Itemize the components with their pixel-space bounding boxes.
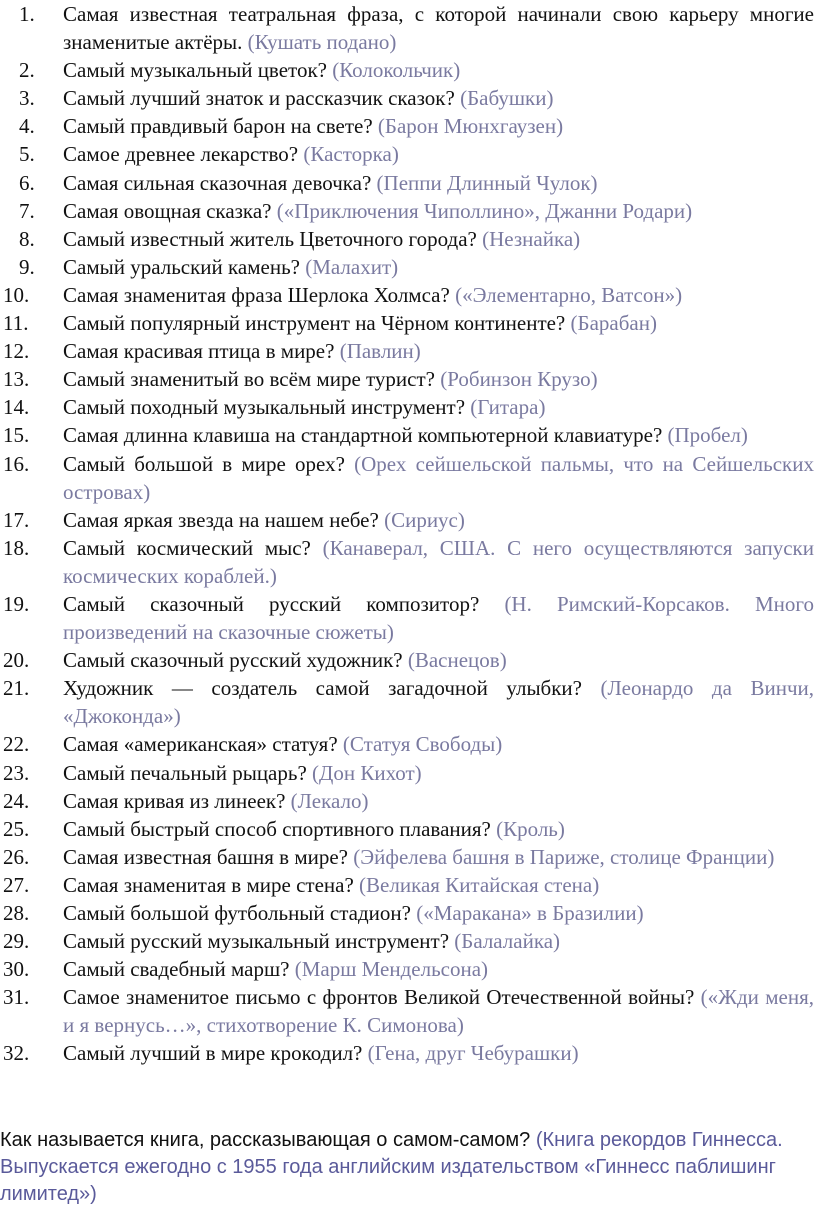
answer-text: («Жди меня, и я вернусь…», стихотворение К. Симонова)	[63, 985, 815, 1038]
question-number: 8.	[19, 226, 35, 251]
answer-text: (Васнецов)	[407, 648, 507, 673]
question-item	[0, 646, 816, 674]
question-text: Самая знаменитая в мире стена?	[63, 872, 354, 897]
question-text: Самый печальный рыцарь?	[63, 760, 307, 785]
answer-text: (Малахит)	[305, 254, 399, 279]
question-text: Самый лучший знаток и рассказчик сказок?	[63, 86, 455, 111]
question-number: 19.	[3, 591, 30, 616]
question-number: 9.	[19, 254, 35, 279]
question-text: Самый космический мыс?	[63, 535, 311, 560]
question-item	[0, 815, 816, 843]
question-number: 4.	[19, 114, 35, 139]
question-number: 14.	[3, 395, 30, 420]
question-number: 22.	[3, 732, 30, 757]
question-text: Самая красивая птица в мире?	[63, 339, 335, 364]
question-text: Самый сказочный русский художник?	[63, 648, 403, 673]
question-text: Самый известный житель Цветочного города?	[63, 226, 477, 251]
answer-text: (Сириус)	[384, 507, 465, 532]
question-number: 15.	[3, 423, 30, 448]
answer-text: (Кроль)	[496, 816, 565, 841]
question-number: 27.	[3, 872, 30, 897]
question-item	[0, 281, 816, 309]
question-number: 16.	[3, 451, 30, 476]
question-text: Самая сильная сказочная девочка?	[63, 170, 372, 195]
answer-text: (Орех сейшельской пальмы, что на Сейшельских островах)	[63, 451, 814, 504]
question-number: 10.	[3, 282, 30, 307]
answer-text: (Пеппи Длинный Чулок)	[376, 170, 598, 195]
question-text: Самая овощная сказка?	[63, 198, 272, 223]
answer-text: («Элементарно, Ватсон»)	[455, 282, 683, 307]
question-number: 3.	[19, 86, 35, 111]
question-text: Самый русский музыкальный инструмент?	[63, 929, 450, 954]
question-item	[0, 899, 816, 927]
question-text: Самый быстрый способ спортивного плавания?	[63, 816, 491, 841]
question-item	[0, 421, 816, 449]
question-number: 17.	[3, 507, 30, 532]
question-item	[0, 674, 816, 730]
answer-text: (Робинзон Крузо)	[440, 367, 598, 392]
answer-text: (Статуя Свободы)	[342, 732, 503, 757]
question-number: 6.	[19, 170, 35, 195]
question-text: Самый свадебный марш?	[63, 957, 290, 982]
question-number: 30.	[3, 957, 30, 982]
question-number: 18.	[3, 535, 30, 560]
answer-text: (Дон Кихот)	[312, 760, 422, 785]
question-number: 31.	[3, 985, 30, 1010]
question-item	[0, 590, 816, 646]
answer-text: (Барабан)	[570, 311, 657, 336]
answer-text: (Кушать подано)	[247, 30, 397, 55]
question-number: 5.	[19, 142, 35, 167]
question-number: 25.	[3, 816, 30, 841]
question-text: Самый лучший в мире крокодил?	[63, 1041, 363, 1066]
answer-text: (Н. Римский-Корсаков. Много произведений на сказочные сюжеты)	[63, 591, 814, 645]
answer-text: (Незнайка)	[482, 226, 581, 251]
question-text: Художник — создатель самой загадочной улыбки?	[63, 676, 582, 701]
final-question-text: Как называется книга, рассказывающая о самом-самом?	[0, 1129, 531, 1151]
question-text: Самый знаменитый во всём мире турист?	[63, 367, 435, 392]
question-number: 21.	[3, 676, 30, 701]
question-text: Самая длинна клавиша на стандартной компьютерной клавиатуре?	[63, 423, 663, 448]
question-item	[0, 253, 816, 281]
answer-text: (Лекало)	[290, 788, 369, 813]
question-text: Самая «американская» статуя?	[63, 732, 338, 757]
answer-text: (Марш Мендельсона)	[294, 957, 489, 982]
question-text: Самая известная театральная фраза, с которой начинали свою карьеру многие знаменитые актёры.	[63, 2, 814, 55]
question-text: Самая известная башня в мире?	[63, 844, 348, 869]
answer-text: (Великая Китайская стена)	[359, 872, 600, 897]
question-item	[0, 225, 816, 253]
question-number: 11.	[3, 311, 29, 336]
answer-text: (Канаверал, США. С него осуществляются запуски космических кораблей.)	[63, 535, 814, 588]
question-item	[0, 140, 816, 168]
question-text: Самый правдивый барон на свете?	[63, 114, 373, 139]
question-number: 13.	[3, 367, 30, 392]
question-number: 23.	[3, 760, 30, 785]
answer-text: (Барон Мюнхгаузен)	[377, 114, 564, 139]
question-text: Самая знаменитая фраза Шерлока Холмса?	[63, 282, 450, 307]
question-text: Самая кривая из линеек?	[63, 788, 286, 813]
question-item	[0, 0, 816, 56]
question-item	[0, 955, 816, 983]
answer-text: (Колокольчик)	[332, 58, 461, 83]
question-number: 24.	[3, 788, 30, 813]
question-number: 32.	[3, 1041, 30, 1066]
final-answer-text: (Книга рекордов Гиннесса. Выпускается ежегодно с 1955 года английским издательством «Гиннесс паблишинг лимитед»)	[0, 1129, 783, 1205]
answer-text: (Гена, друг Чебурашки)	[367, 1041, 579, 1066]
question-item	[0, 393, 816, 421]
question-text: Самый походный музыкальный инструмент?	[63, 395, 466, 420]
question-item	[0, 506, 816, 534]
question-number: 26.	[3, 844, 30, 869]
answer-text: («Приключения Чиполлино», Джанни Родари)	[276, 198, 693, 223]
question-number: 2.	[19, 58, 35, 83]
question-text: Самый уральский камень?	[63, 254, 300, 279]
question-item	[0, 450, 816, 506]
question-item	[0, 365, 816, 393]
answer-text: (Павлин)	[339, 339, 421, 364]
answer-text: (Леонардо да Винчи, «Джоконда»)	[63, 676, 815, 729]
question-text: Самый сказочный русский композитор?	[63, 591, 480, 616]
answer-text: (Гитара)	[470, 395, 546, 420]
answer-text: (Бабушки)	[460, 86, 554, 111]
question-item	[0, 169, 816, 197]
question-item	[0, 84, 816, 112]
question-text: Самый популярный инструмент на Чёрном континенте?	[63, 311, 566, 336]
question-number: 29.	[3, 929, 30, 954]
question-text: Самый большой футбольный стадион?	[63, 901, 411, 925]
question-number: 28.	[3, 901, 30, 925]
final-question	[0, 1127, 814, 1208]
question-number: 12.	[3, 339, 30, 364]
answer-text: (Балалайка)	[454, 929, 561, 954]
answer-text: (Касторка)	[303, 142, 399, 167]
question-item	[0, 983, 816, 1039]
question-text: Самый музыкальный цветок?	[63, 58, 327, 83]
question-number: 1.	[19, 2, 35, 26]
question-item	[0, 843, 816, 871]
question-item	[0, 1039, 816, 1067]
question-number: 7.	[19, 198, 35, 223]
question-text: Самый большой в мире орех?	[63, 451, 345, 476]
question-item	[0, 759, 816, 787]
question-item	[0, 56, 816, 84]
question-item	[0, 534, 816, 590]
question-text: Самая яркая звезда на нашем небе?	[63, 507, 379, 532]
question-item	[0, 112, 816, 140]
question-item	[0, 337, 816, 365]
answer-text: (Пробел)	[667, 423, 748, 448]
question-text: Самое древнее лекарство?	[63, 142, 299, 167]
question-number: 20.	[3, 648, 30, 673]
question-item	[0, 730, 816, 758]
question-item	[0, 927, 816, 955]
answer-text: (Эйфелева башня в Париже, столице Франции)	[353, 844, 775, 869]
question-text: Самое знаменитое письмо с фронтов Великой Отечественной войны?	[63, 985, 695, 1010]
question-item	[0, 309, 816, 337]
answer-text: («Маракана» в Бразилии)	[416, 901, 644, 925]
question-item	[0, 197, 816, 225]
question-item	[0, 871, 816, 899]
question-item	[0, 787, 816, 815]
